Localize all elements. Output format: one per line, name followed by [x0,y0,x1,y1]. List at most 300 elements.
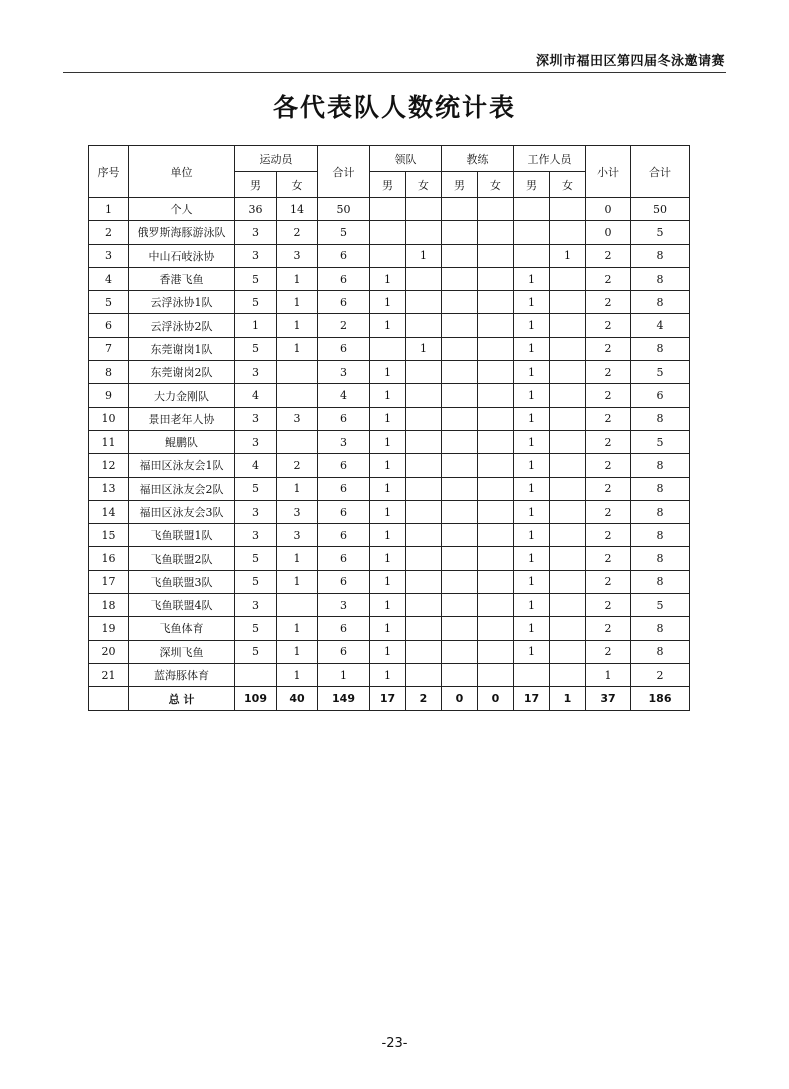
table-cell [370,244,406,267]
table-cell: 5 [631,594,690,617]
table-cell [442,663,478,686]
table-cell: 2 [586,384,631,407]
table-row [89,454,690,477]
table-cell: 50 [631,198,690,221]
table-cell [550,500,586,523]
table-cell [478,198,514,221]
table-cell: 1 [89,198,129,221]
totals-cell: 1 [550,687,586,711]
table-cell: 0 [586,198,631,221]
table-cell: 1 [370,500,406,523]
table-cell: 14 [277,198,318,221]
table-cell: 1 [370,570,406,593]
table-cell [514,221,550,244]
table-cell [277,361,318,384]
table-cell: 13 [89,477,129,500]
table-cell: 8 [631,337,690,360]
table-row [89,244,690,267]
table-cell: 2 [318,314,370,337]
table-cell: 4 [318,384,370,407]
table-cell [550,547,586,570]
table-cell: 3 [318,361,370,384]
col-header-female: 女 [277,172,318,198]
table-cell: 6 [631,384,690,407]
table-cell [406,198,442,221]
table-cell [370,337,406,360]
table-cell: 15 [89,524,129,547]
table-cell: 2 [586,430,631,453]
table-header-row [89,146,690,172]
table-row [89,407,690,430]
table-cell: 21 [89,663,129,686]
totals-cell: 17 [514,687,550,711]
table-cell [514,244,550,267]
table-cell: 福田区泳友会2队 [129,477,235,500]
table-cell: 1 [370,547,406,570]
table-cell: 1 [318,663,370,686]
table-cell: 1 [514,500,550,523]
table-cell: 3 [235,221,277,244]
table-cell: 8 [631,244,690,267]
table-cell [442,430,478,453]
table-cell [370,198,406,221]
table-cell [550,384,586,407]
table-cell [406,291,442,314]
col-header-male: 男 [370,172,406,198]
table-cell: 5 [235,547,277,570]
table-cell [406,524,442,547]
header-divider [63,72,726,73]
table-cell [442,477,478,500]
table-cell: 0 [586,221,631,244]
table-row [89,198,690,221]
table-cell [550,361,586,384]
table-cell: 6 [318,291,370,314]
table-row [89,477,690,500]
col-header-athletes: 运动员 [235,146,318,172]
table-cell [406,314,442,337]
table-cell [478,500,514,523]
table-cell [442,291,478,314]
table-cell: 蓝海豚体育 [129,663,235,686]
table-cell: 1 [277,337,318,360]
event-header: 深圳市福田区第四届冬泳邀请赛 [535,54,725,69]
table-cell [442,198,478,221]
table-cell: 1 [406,244,442,267]
table-cell: 2 [586,361,631,384]
col-header-male: 男 [514,172,550,198]
table-cell: 1 [370,361,406,384]
table-cell [478,640,514,663]
table-cell [442,244,478,267]
totals-cell: 109 [235,687,277,711]
table-cell: 1 [514,314,550,337]
table-cell: 6 [318,244,370,267]
table-cell: 9 [89,384,129,407]
table-cell: 1 [370,663,406,686]
table-cell: 飞鱼联盟1队 [129,524,235,547]
table-cell: 4 [631,314,690,337]
table-cell: 1 [370,407,406,430]
table-cell: 8 [631,617,690,640]
table-row [89,570,690,593]
table-cell: 飞鱼体育 [129,617,235,640]
table-cell: 3 [235,407,277,430]
table-cell: 2 [586,407,631,430]
table-cell: 福田区泳友会3队 [129,500,235,523]
table-cell [478,384,514,407]
table-cell: 3 [235,594,277,617]
table-cell: 5 [235,291,277,314]
col-header-athletes-total: 合计 [318,146,370,198]
col-header-total: 合计 [631,146,690,198]
table-row [89,221,690,244]
table-cell: 飞鱼联盟2队 [129,547,235,570]
table-cell: 鲲鹏队 [129,430,235,453]
table-cell [550,617,586,640]
table-cell: 1 [514,547,550,570]
table-cell [406,454,442,477]
table-cell [442,384,478,407]
table-cell: 6 [318,500,370,523]
totals-label: 总 计 [129,687,235,711]
team-count-table [88,145,690,711]
table-cell: 1 [277,267,318,290]
table-cell: 3 [277,500,318,523]
table-cell [442,594,478,617]
table-cell [406,570,442,593]
table-cell: 6 [318,477,370,500]
table-row [89,361,690,384]
table-cell: 5 [631,361,690,384]
table-cell: 1 [370,314,406,337]
table-cell: 1 [277,663,318,686]
table-cell [550,430,586,453]
table-cell: 8 [631,547,690,570]
table-cell: 3 [235,361,277,384]
table-cell [550,198,586,221]
table-cell: 5 [631,221,690,244]
table-cell: 2 [631,663,690,686]
table-cell: 1 [514,337,550,360]
table-cell [442,407,478,430]
table-cell: 6 [318,454,370,477]
table-cell [478,570,514,593]
table-cell [442,454,478,477]
table-cell [478,314,514,337]
table-cell: 1 [370,267,406,290]
table-cell [550,524,586,547]
table-cell: 3 [318,430,370,453]
table-cell: 6 [318,407,370,430]
table-cell: 14 [89,500,129,523]
table-cell: 1 [514,617,550,640]
table-cell: 5 [318,221,370,244]
table-cell [442,500,478,523]
table-cell [478,244,514,267]
table-cell [550,267,586,290]
table-cell [550,221,586,244]
table-cell: 2 [277,454,318,477]
table-cell: 19 [89,617,129,640]
col-header-male: 男 [442,172,478,198]
table-cell [442,337,478,360]
table-cell [442,361,478,384]
table-cell: 2 [586,337,631,360]
totals-cell: 40 [277,687,318,711]
table-row [89,500,690,523]
table-row [89,430,690,453]
table-cell: 12 [89,454,129,477]
table-row [89,547,690,570]
table-cell: 3 [318,594,370,617]
table-cell [277,430,318,453]
col-header-unit: 单位 [129,146,235,198]
table-cell: 50 [318,198,370,221]
table-cell: 18 [89,594,129,617]
table-cell: 5 [89,291,129,314]
table-cell: 1 [277,570,318,593]
table-cell: 2 [586,477,631,500]
table-cell [478,663,514,686]
table-cell: 1 [514,570,550,593]
table-cell: 俄罗斯海豚游泳队 [129,221,235,244]
table-cell: 个人 [129,198,235,221]
table-cell [550,477,586,500]
table-cell: 6 [89,314,129,337]
table-cell [478,454,514,477]
page-number: -23- [381,1036,408,1051]
table-cell: 1 [514,361,550,384]
table-cell: 1 [370,617,406,640]
table-cell: 2 [586,500,631,523]
table-cell: 1 [406,337,442,360]
table-cell: 深圳飞鱼 [129,640,235,663]
table-cell [478,267,514,290]
table-cell [235,663,277,686]
table-cell: 3 [235,524,277,547]
table-cell: 8 [631,640,690,663]
table-cell [277,594,318,617]
table-cell [550,314,586,337]
table-cell: 4 [89,267,129,290]
table-cell: 6 [318,547,370,570]
table-cell [442,524,478,547]
table-cell: 2 [586,267,631,290]
table-cell [478,407,514,430]
table-cell: 4 [235,384,277,407]
col-header-leader: 领队 [370,146,442,172]
table-cell: 5 [235,267,277,290]
col-header-subtotal: 小计 [586,146,631,198]
table-cell: 2 [586,547,631,570]
table-row [89,384,690,407]
table-row [89,267,690,290]
table-cell: 福田区泳友会1队 [129,454,235,477]
table-cell: 2 [89,221,129,244]
table-cell: 3 [277,524,318,547]
table-cell [406,547,442,570]
table-cell: 17 [89,570,129,593]
totals-cell: 37 [586,687,631,711]
table-cell: 1 [370,454,406,477]
table-cell: 8 [631,500,690,523]
table-cell: 1 [370,384,406,407]
table-cell: 5 [235,477,277,500]
table-cell: 3 [277,244,318,267]
table-cell: 东莞谢岗2队 [129,361,235,384]
table-cell [550,291,586,314]
table-cell [550,640,586,663]
table-cell: 3 [235,500,277,523]
table-cell: 8 [631,267,690,290]
table-cell [442,570,478,593]
table-cell [550,594,586,617]
table-cell: 8 [631,477,690,500]
totals-cell [89,687,129,711]
table-cell: 8 [631,291,690,314]
table-cell: 3 [235,430,277,453]
table-cell: 1 [277,314,318,337]
table-cell: 6 [318,640,370,663]
table-row [89,663,690,686]
col-header-staff: 工作人员 [514,146,586,172]
table-cell: 5 [235,640,277,663]
table-cell [406,407,442,430]
table-cell: 1 [370,477,406,500]
table-cell: 8 [631,407,690,430]
totals-cell: 0 [442,687,478,711]
table-cell: 云浮泳协2队 [129,314,235,337]
table-cell: 云浮泳协1队 [129,291,235,314]
table-cell: 1 [277,640,318,663]
table-cell: 2 [586,524,631,547]
table-cell [514,198,550,221]
table-cell: 1 [277,547,318,570]
table-cell: 1 [277,477,318,500]
table-cell: 1 [277,291,318,314]
table-cell: 16 [89,547,129,570]
table-row [89,640,690,663]
table-cell [478,594,514,617]
table-cell: 3 [277,407,318,430]
table-cell [550,663,586,686]
table-row [89,314,690,337]
table-cell: 8 [631,524,690,547]
table-cell: 1 [514,384,550,407]
table-row [89,291,690,314]
table-cell [406,384,442,407]
table-cell: 10 [89,407,129,430]
table-cell [406,500,442,523]
table-cell: 3 [89,244,129,267]
table-cell [406,663,442,686]
table-cell [406,361,442,384]
table-cell [406,640,442,663]
table-cell: 1 [370,430,406,453]
table-cell [406,430,442,453]
table-cell: 2 [586,314,631,337]
table-cell [550,570,586,593]
table-cell [478,477,514,500]
totals-cell: 149 [318,687,370,711]
table-row [89,524,690,547]
table-cell: 1 [514,524,550,547]
table-cell: 2 [586,244,631,267]
table-cell [478,361,514,384]
table-cell: 6 [318,267,370,290]
table-cell [277,384,318,407]
table-cell: 1 [370,524,406,547]
table-cell: 5 [235,337,277,360]
table-cell: 36 [235,198,277,221]
table-cell [406,594,442,617]
table-cell: 东莞谢岗1队 [129,337,235,360]
table-cell [442,617,478,640]
col-header-coach: 教练 [442,146,514,172]
table-cell: 2 [586,570,631,593]
table-cell: 8 [631,570,690,593]
table-cell: 中山石岐泳协 [129,244,235,267]
totals-cell: 186 [631,687,690,711]
table-cell: 1 [514,291,550,314]
table-cell: 2 [586,291,631,314]
table-cell [478,430,514,453]
col-header-female: 女 [406,172,442,198]
table-cell: 1 [235,314,277,337]
table-cell: 11 [89,430,129,453]
table-cell [442,314,478,337]
table-cell [406,617,442,640]
table-cell: 6 [318,570,370,593]
table-cell: 4 [235,454,277,477]
table-cell [442,221,478,244]
table-row [89,594,690,617]
table-cell: 2 [586,454,631,477]
table-cell: 香港飞鱼 [129,267,235,290]
table-row [89,617,690,640]
table-cell [550,407,586,430]
table-totals-row [89,687,690,711]
table-cell [442,267,478,290]
table-cell: 大力金刚队 [129,384,235,407]
table-cell [406,477,442,500]
table-cell [406,267,442,290]
totals-cell: 2 [406,687,442,711]
col-header-female: 女 [550,172,586,198]
table-cell: 5 [631,430,690,453]
table-cell [478,524,514,547]
col-header-male: 男 [235,172,277,198]
table-cell [478,337,514,360]
table-cell: 6 [318,524,370,547]
table-cell: 2 [277,221,318,244]
table-cell: 1 [514,594,550,617]
table-cell: 1 [514,407,550,430]
table-cell: 5 [235,617,277,640]
table-cell: 2 [586,640,631,663]
table-cell [478,617,514,640]
table-cell [406,221,442,244]
table-cell: 1 [370,594,406,617]
page-title: 各代表队人数统计表 [272,93,516,122]
table-cell [550,454,586,477]
table-cell [550,337,586,360]
col-header-no: 序号 [89,146,129,198]
table-cell: 8 [89,361,129,384]
table-cell: 2 [586,594,631,617]
table-cell: 6 [318,337,370,360]
